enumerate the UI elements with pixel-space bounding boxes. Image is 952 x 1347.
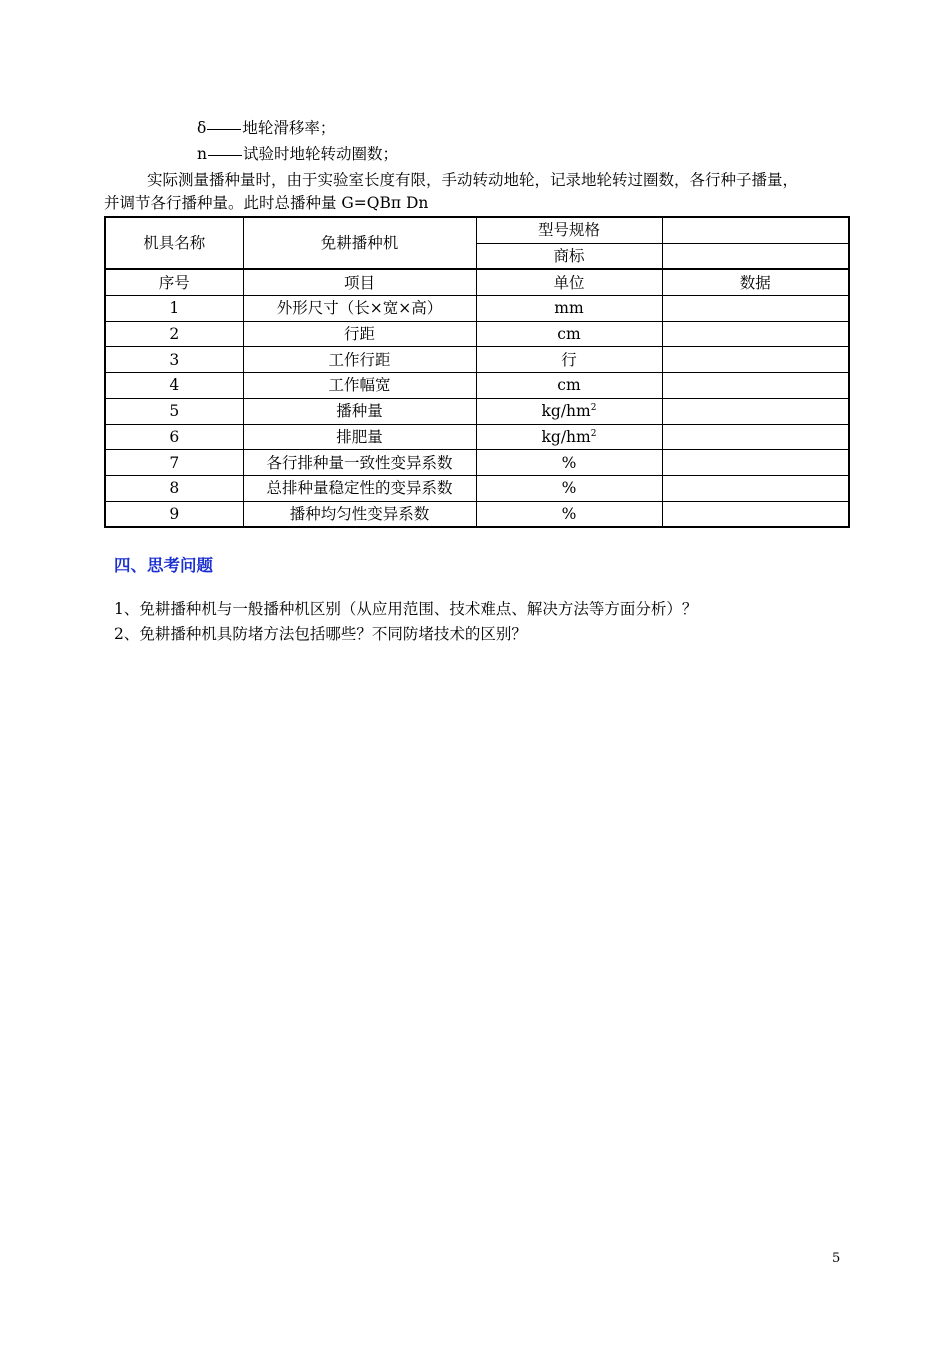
row-unit xyxy=(476,424,662,450)
unit-exponent: 2 xyxy=(590,403,597,413)
row-data[interactable] xyxy=(662,321,849,347)
unit-text: % xyxy=(561,504,577,523)
row-number: 4 xyxy=(105,373,243,399)
question-2: 2、免耕播种机具防堵方法包括哪些？不同防堵技术的区别？ xyxy=(114,625,527,643)
row-number: 5 xyxy=(105,398,243,424)
brand-value[interactable] xyxy=(662,243,849,269)
table-row xyxy=(105,475,849,501)
em-dash-divider xyxy=(207,129,241,130)
row-unit xyxy=(476,373,662,399)
table-row xyxy=(105,296,849,322)
row-data[interactable] xyxy=(662,373,849,399)
brand-label: 商标 xyxy=(476,243,662,269)
row-unit xyxy=(476,347,662,373)
machine-name-value: 免耕播种机 xyxy=(243,217,476,269)
question-1: 1、免耕播种机与一般播种机区别（从应用范围、技术难点、解决方法等方面分析）？ xyxy=(114,600,698,618)
table-row xyxy=(105,398,849,424)
row-item: 排肥量 xyxy=(243,424,476,450)
unit-text: % xyxy=(561,479,577,498)
definition-symbol: n xyxy=(197,145,207,163)
row-item: 工作行距 xyxy=(243,347,476,373)
machine-name-label: 机具名称 xyxy=(105,217,243,269)
row-item: 播种量 xyxy=(243,398,476,424)
row-number: 2 xyxy=(105,321,243,347)
row-unit xyxy=(476,398,662,424)
row-number: 3 xyxy=(105,347,243,373)
row-item: 播种均匀性变异系数 xyxy=(243,501,476,527)
row-unit xyxy=(476,501,662,527)
column-header: 数据 xyxy=(662,269,849,295)
definition-n xyxy=(197,145,398,163)
table-row xyxy=(105,373,849,399)
section-heading: 四、思考问题 xyxy=(114,556,213,575)
paragraph-line-2: 并调节各行播种量。此时总播种量 G=QBπ Dn xyxy=(104,194,429,212)
table-row xyxy=(105,450,849,476)
unit-text: mm xyxy=(554,299,584,318)
unit-text: 行 xyxy=(561,350,577,369)
table-header-row xyxy=(105,217,849,243)
row-number: 8 xyxy=(105,475,243,501)
unit-text: kg/hm xyxy=(541,402,591,421)
spec-table xyxy=(104,216,850,528)
unit-text: kg/hm xyxy=(541,427,591,446)
row-item: 外形尺寸（长×宽×高） xyxy=(243,296,476,322)
row-unit xyxy=(476,450,662,476)
unit-text: cm xyxy=(557,325,581,344)
column-header: 序号 xyxy=(105,269,243,295)
row-item: 工作幅宽 xyxy=(243,373,476,399)
row-item: 各行排种量一致性变异系数 xyxy=(243,450,476,476)
row-unit xyxy=(476,296,662,322)
unit-text: % xyxy=(561,453,577,472)
row-number: 6 xyxy=(105,424,243,450)
page-number: 5 xyxy=(832,1251,841,1266)
definition-symbol: δ xyxy=(197,119,207,137)
table-row xyxy=(105,321,849,347)
definition-text: 地轮滑移率； xyxy=(242,119,336,137)
column-header: 单位 xyxy=(476,269,662,295)
unit-exponent: 2 xyxy=(590,428,597,439)
row-data[interactable] xyxy=(662,347,849,373)
row-data[interactable] xyxy=(662,398,849,424)
column-header: 项目 xyxy=(243,269,476,295)
row-data[interactable] xyxy=(662,424,849,450)
table-row xyxy=(105,501,849,527)
row-number: 7 xyxy=(105,450,243,476)
row-number: 1 xyxy=(105,296,243,322)
row-item: 总排种量稳定性的变异系数 xyxy=(243,475,476,501)
table-row xyxy=(105,424,849,450)
row-unit xyxy=(476,475,662,501)
paragraph-line-1: 实际测量播种量时，由于实验室长度有限，手动转动地轮，记录地轮转过圈数，各行种子播量， xyxy=(147,171,799,189)
definition-delta xyxy=(197,119,335,137)
row-data[interactable] xyxy=(662,450,849,476)
row-item: 行距 xyxy=(243,321,476,347)
unit-text: cm xyxy=(557,376,581,395)
table-row xyxy=(105,347,849,373)
column-header-row xyxy=(105,269,849,295)
row-data[interactable] xyxy=(662,501,849,527)
row-data[interactable] xyxy=(662,475,849,501)
row-number: 9 xyxy=(105,501,243,527)
model-value[interactable] xyxy=(662,217,849,243)
row-data[interactable] xyxy=(662,296,849,322)
definition-text: 试验时地轮转动圈数； xyxy=(242,145,398,163)
row-unit xyxy=(476,321,662,347)
model-label: 型号规格 xyxy=(476,217,662,243)
em-dash-divider xyxy=(208,155,242,156)
